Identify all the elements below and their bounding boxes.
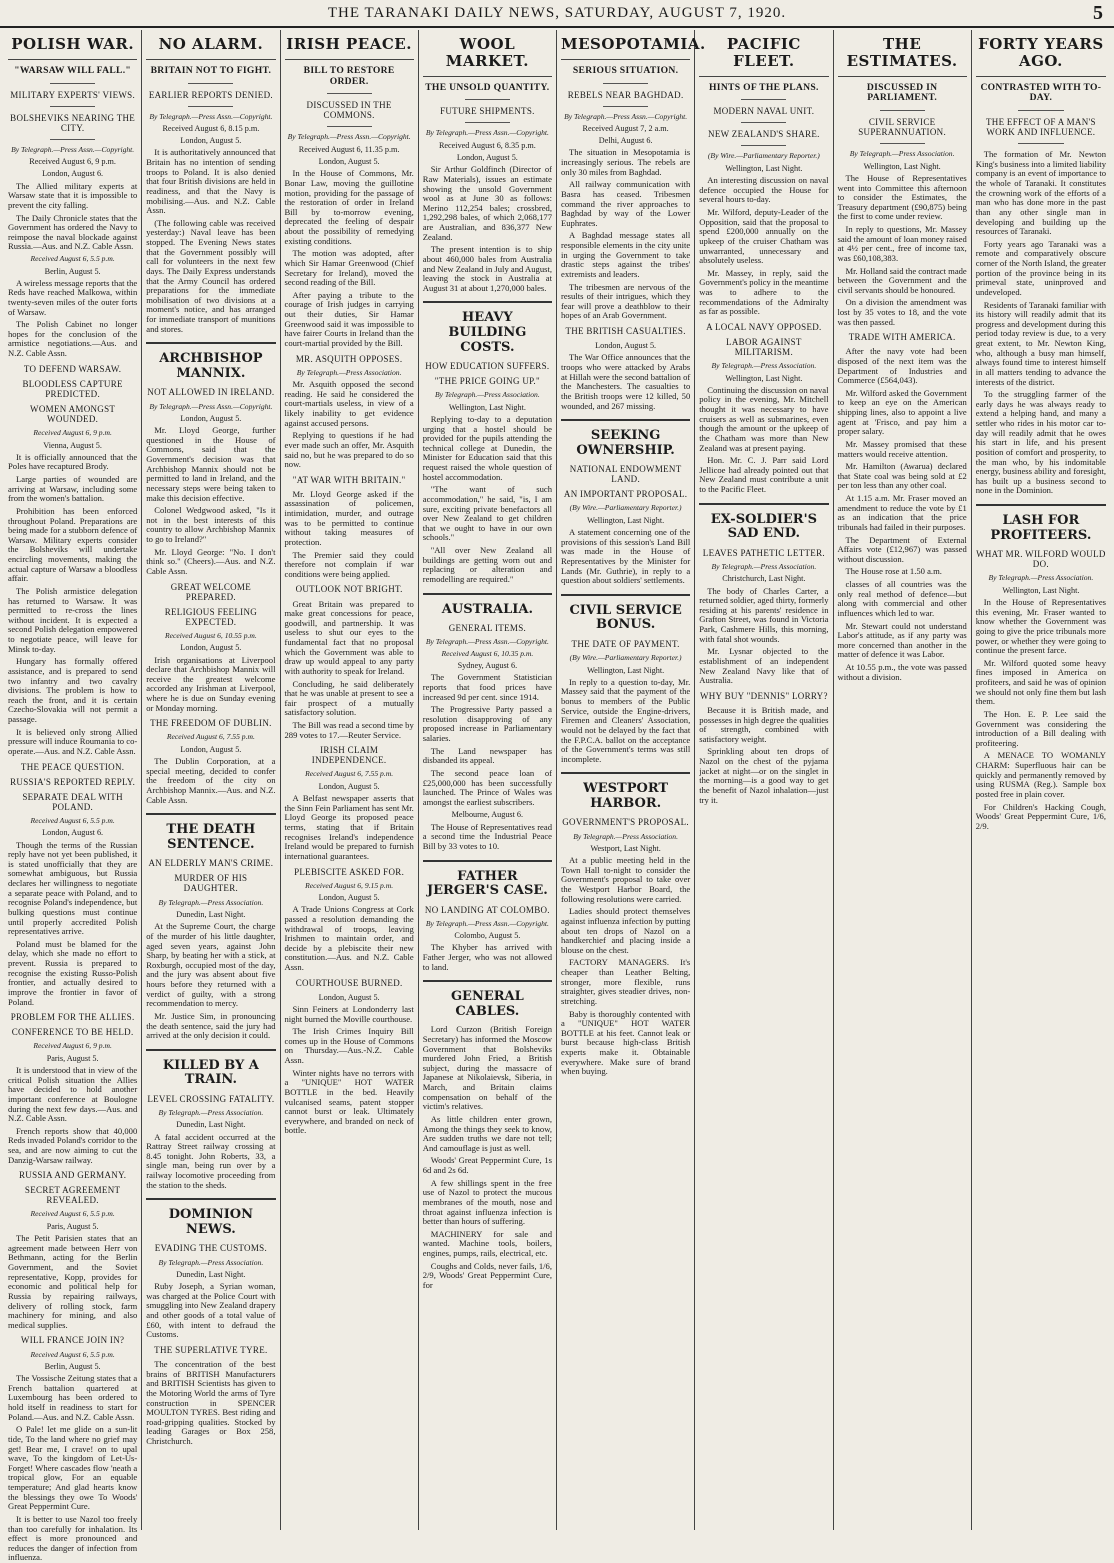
section-subheading: WILL FRANCE JOIN IN? [20, 1335, 125, 1346]
columns-container [4, 30, 1110, 1563]
paragraph: The motion was adopted, after which Sir Hamar Greenwood (Chief Secretary for Ireland), moved the second reading of the Bill. [284, 248, 414, 288]
paragraph: Replying to-day to a deputation urging that a hostel should be provided for the pupils attending the technical college at Dunedin, the Minister for Education said that this request raised the whole question of hostel accommodation. [422, 413, 552, 482]
byline: By Telegraph.—Press Assn.—Copyright. [11, 144, 135, 154]
article-subheading: THE EFFECT OF A MAN'S WORK AND INFLUENCE. [985, 117, 1096, 138]
byline: Received August 6, 7.55 p.m. [305, 769, 394, 779]
section-subheading: RUSSIA'S REPORTED REPLY. [10, 776, 136, 787]
paragraph: The House of Representatives read a second time the Industrial Peace Bill by 33 votes to 10. [422, 821, 552, 851]
section-subheading: CONFERENCE TO BE HELD. [11, 1027, 134, 1038]
dateline: Wellington, Last Night. [587, 665, 665, 675]
divider [188, 106, 233, 107]
paragraph: The Hon. E. P. Lee said the Government was considering the introduction of a Bill dealing with profiteering. [975, 708, 1106, 748]
dateline: Received August 6, 8.35 p.m. [438, 140, 536, 150]
dateline: London, August 5. [180, 643, 242, 653]
byline: By Telegraph.—Press Association. [711, 361, 817, 371]
dateline: Dunedin, Last Night. [176, 1120, 246, 1130]
section-subheading: "THE PRICE GOING UP." [434, 376, 540, 387]
dateline: Sydney, August 6. [457, 661, 518, 671]
byline: Received August 6, 10.55 p.m. [164, 630, 257, 640]
dateline: Received August 7, 2 a.m. [582, 124, 669, 134]
divider [1018, 110, 1064, 111]
paragraph: After the navy vote had been disposed of the next item was the Department of Industries and Commerce (£564,043). [837, 346, 967, 386]
section-subheading: THE SUPERLATIVE TYRE. [154, 1344, 268, 1355]
divider [188, 83, 233, 84]
byline: (By Wire.—Parliamentary Reporter.) [569, 503, 682, 513]
paragraph: Mr. Massey, in reply, said the Government's policy in the meantime was to adhere to the recommendations of the Admiralty as far as possible. [699, 267, 829, 317]
section-subheading: PROBLEM FOR THE ALLIES. [10, 1012, 135, 1023]
section-subheading: AN IMPORTANT PROPOSAL. [563, 489, 688, 500]
paragraph: The Land newspaper has disbanded its appeal. [422, 745, 552, 766]
paragraph: Mr. Lloyd George: "No. I don't think so." (Cheers).—Aus. and N.Z. Cable Assn. [146, 546, 276, 576]
paragraph: At 1.15 a.m. Mr. Fraser moved an amendment to reduce the vote by £1 as an indication that the price tribunals had failed in their purposes. [837, 493, 967, 532]
section-subheading: MR. ASQUITH OPPOSES. [295, 353, 403, 364]
byline: (By Wire.—Parliamentary Reporter.) [569, 653, 682, 663]
dateline: Received August 6, 11.35 p.m. [298, 144, 400, 154]
paragraph: Mr. Asquith opposed the second reading. He said he considered the court-martials useless, in view of a likely inability to get evidence against accused persons. [284, 379, 414, 428]
dateline: Dunedin, Last Night. [176, 1270, 246, 1280]
divider [880, 110, 925, 111]
paragraph: The situation in Mesopotamia is increasingly serious. The rebels are only 30 miles from Baghdad. [561, 147, 691, 177]
byline: By Telegraph.—Press Association. [158, 897, 264, 907]
dateline: Colombo, August 5. [454, 931, 521, 941]
dateline: Wellington, Last Night. [725, 163, 803, 173]
paragraph: Mr. Wilford asked the Government to keep an eye on the American shipping lines, also to appoint a live agent at 'Frisco, and pay him a proper salary. [837, 387, 967, 437]
dateline: Wellington, Last Night. [725, 373, 803, 383]
paragraph: Replying to questions if he had ever made such an offer, Mr. Asquith said no, but he was prepared to do so now. [284, 430, 414, 470]
divider [327, 126, 372, 127]
paragraph: The Polish Cabinet no longer hopes for the conclusion of the armistice negotiations.—Aus. and N.Z. Cable Assn. [8, 319, 138, 359]
dateline: London, August 5. [318, 992, 380, 1002]
dateline: London, August 5. [318, 893, 380, 903]
byline: Received August 6, 9.15 p.m. [305, 880, 394, 890]
section-headline: HEAVY BUILDING COSTS. [423, 301, 552, 355]
byline: By Telegraph.—Press Assn.—Copyright. [425, 918, 549, 928]
dateline: Berlin, August 5. [44, 266, 101, 276]
divider [327, 93, 372, 94]
section-subheading: THE DATE OF PAYMENT. [571, 638, 680, 649]
paragraph: Coughs and Colds, never fails, 1/6, 2/9, Woods' Great Peppermint Cure, for [422, 1260, 552, 1290]
article-headline: FORTY YEARS AGO. [976, 30, 1106, 77]
paragraph: Ladies should protect themselves against influenza infection by putting about ten drops of Nazol on a handkerchief and placing inside a blouse on the chest. [561, 906, 691, 955]
paragraph: The second peace loan of £25,000,000 has been successfully launched. The Prince of Wales was amongst the earliest subscribers. [422, 767, 552, 807]
section-subheading: BLOODLESS CAPTURE PREDICTED. [22, 378, 123, 399]
article-headline: WOOL MARKET. [423, 30, 552, 77]
byline: By Telegraph.—Press Assn.—Copyright. [425, 637, 549, 647]
paragraph: To the struggling farmer of the early days he was always ready to extend a helping hand, and many a settler who rides in his motor car to-day will readily admit that he owes his start in life, and his present position of comfort and prosperity, to the man who, by his indomitable energy, business ability and foresight, has built up a business second to none in the Dominion. [975, 389, 1106, 496]
section-subheading: WOMEN AMONGST WOUNDED. [30, 403, 116, 425]
paragraph: Ruby Joseph, a Syrian woman, was charged at the Police Court with smuggling into New Zealand drapery and other goods of a total value of £60, with intent to defraud the Customs. [146, 1281, 276, 1340]
article-subheading: "WARSAW WILL FALL." [14, 64, 132, 76]
paragraph: Sinn Feiners at Londonderry last night burned the Moville courthouse. [284, 1003, 414, 1024]
dateline: London, August 5. [456, 153, 518, 163]
paragraph: A MENACE TO WOMANLY CHARM: Superfluous hair can be quickly and permanently removed by using RUSMA (Reg.). Sample box posted free in plain cover. [975, 750, 1106, 799]
paragraph: (The following cable was received yesterday:) Naval leave has been stopped. The Evening News states that the Government possibly will call for volunteers in the next few days. The Daily Express understands that the Army Council has ordered preparations for the immediate mobilisation of two divisions at a moment's notice, and has arranged for immediate transport of munitions and stores. [146, 217, 276, 334]
paragraph: The Premier said they could therefore not complain if war conditions were being applied. [284, 549, 414, 579]
article-subheading: SERIOUS SITUATION. [572, 64, 679, 76]
newspaper-title: THE TARANAKI DAILY NEWS, SATURDAY, AUGUST 7, 1920. [327, 4, 787, 21]
dateline: Wellington, Last Night. [587, 515, 665, 525]
column-7 [834, 30, 972, 1530]
paragraph: FACTORY MANAGERS. It's cheaper than Leather Belting, stronger, more flexible, runs straighter, gives steadier drives, non-stretching. [561, 957, 691, 1006]
divider [50, 139, 95, 140]
section-subheading: MURDER OF HIS DAUGHTER. [174, 873, 248, 894]
divider [50, 83, 95, 84]
paragraph: Mr. Lloyd George asked if the assassination of policemen, intimidation, murder, and outrage was to be permitted to continue without taking measures of protection. [284, 488, 414, 547]
section-headline: WESTPORT HARBOR. [561, 772, 690, 811]
paragraph: A Baghdad message states all responsible elements in the city unite in urging the Government to take drastic steps against the tribes' extremists and leaders. [561, 230, 691, 279]
paragraph: The Bill was read a second time by 289 votes to 17.—Reuter Service. [284, 720, 414, 740]
divider [1018, 143, 1064, 144]
article-subheading: CONTRASTED WITH TO-DAY. [980, 81, 1102, 104]
paragraph: The Government Statistician reports that food prices have increased 9d per cent. since 1914. [422, 672, 552, 702]
section-headline: KILLED BY A TRAIN. [146, 1049, 275, 1088]
dateline: Received August 6, 8.15 p.m. [162, 124, 260, 134]
paragraph: The Dublin Corporation, at a special meeting, decided to confer the freedom of the city on Archbishop Mannix.—Aus. and N.Z. Cable Assn. [146, 756, 276, 805]
column-2 [142, 30, 280, 1530]
paragraph: Winter nights have no terrors with a "UNIQUE" HOT WATER BOTTLE in the bed. Heavily vulcanised seams, patent stopper cannot burst or leak. Ultimately everywhere, and branded on neck of bottle. [284, 1067, 414, 1136]
section-subheading: IRISH CLAIM INDEPENDENCE. [311, 745, 387, 766]
paragraph: At 10.55 p.m., the vote was passed without a division. [837, 662, 967, 682]
byline: Received August 6, 9 p.m. [33, 428, 112, 438]
article-subheading: MILITARY EXPERTS' VIEWS. [10, 89, 136, 100]
byline: By Telegraph.—Press Assn.—Copyright. [564, 111, 688, 121]
paragraph: The Petit Parisien states that an agreement made between Herr von Bethmann, acting for the Berlin Government, and the Soviet representative, Kopp, provides for economic and political help for Russia by repairing railways, delivery of rolling stock, farm machinery for mining, and also medical supplies. [8, 1233, 138, 1330]
section-subheading: AN ELDERLY MAN'S CRIME. [148, 858, 274, 869]
section-subheading: RUSSIA AND GERMANY. [18, 1170, 127, 1181]
dateline: London, August 6. [42, 828, 104, 838]
paragraph: Mr. Massey promised that these matters would receive attention. [837, 438, 967, 459]
section-subheading: HOW EDUCATION SUFFERS. [425, 361, 550, 372]
column-5 [557, 30, 706, 1530]
paragraph: The Daily Chronicle states that the Government has ordered the Navy to reimpose the naval blockade against Russia.—Aus. and N.Z. Cable Assn. [8, 212, 138, 252]
paragraph: The Department of External Affairs vote (£12,967) was passed without discussion. [837, 534, 967, 564]
paragraph: In reply to questions, Mr. Massey said the amount of loan money raised at 4½ per cent., free of income tax, was £60,108,383. [837, 224, 967, 263]
section-subheading: TRADE WITH AMERICA. [848, 332, 956, 343]
paragraph: The present intention is to ship about 460,000 bales from Australia and New Zealand in July and August, leaving the stock in Australia at August 31 at about 1,270,000 bales. [422, 244, 552, 293]
paragraph: Sir Arthur Goldfinch (Director of Raw Materials), issues an estimate showing the unsold Government wool as at June 30 as follows: Merino 112,254 bales; crossbred, 1,292,298 bales, of which 2,068,177 are Australian, and 836,377 New Zealand. [422, 164, 552, 242]
divider [50, 106, 95, 107]
byline: By Telegraph.—Press Association. [849, 149, 955, 159]
dateline: Berlin, August 5. [44, 1362, 101, 1371]
paragraph: The House of Representatives went into Committee this afternoon to consider the Estimates, the Treasury department (£90,875) being the first to come under review. [837, 172, 967, 222]
divider [603, 83, 648, 84]
paragraph: Mr. Lloyd George, further questioned in the House of Commons, said that the Government's decision was that Archbishop Mannix should not be permitted to land in Ireland, and the necessary steps were being taken to make this decision effective. [146, 425, 276, 503]
paragraph: The concentration of the best brains of BRITISH Manufacturers and BRITISH Scientists has given to the Motoring World the arms of Tyre construction in SPENCER MOULTON TYRES. Best riding and road-gripping qualities. Stocked by leading Garages or Box 258, Christchurch. [146, 1359, 276, 1447]
byline: Received August 6, 5.5 p.m. [30, 1209, 115, 1219]
paragraph: The Progressive Party passed a resolution disapproving of any proposed increase in Parliamentary salaries. [422, 704, 552, 744]
article-subheading: DISCUSSED IN PARLIAMENT. [866, 81, 938, 104]
paragraph: Sprinkling about ten drops of Nazol on the chest of the pyjama jacket at night—or on the singlet in the morning—is a good way to get the benefit of Nazol inhalation—just try it. [699, 746, 829, 805]
paragraph: The Allied military experts at Warsaw state that it is impossible to prevent the city falling. [8, 180, 138, 210]
paragraph: An interesting discussion on naval defence occupied the House for several hours to-day. [699, 175, 829, 205]
section-subheading: SECRET AGREEMENT REVEALED. [24, 1185, 121, 1206]
article-subheading: FUTURE SHIPMENTS. [440, 106, 535, 117]
section-subheading: GREAT WELCOME PREPARED. [170, 581, 252, 602]
section-subheading: NOT ALLOWED IN IRELAND. [147, 387, 275, 398]
byline: By Telegraph.—Press Association. [434, 390, 540, 400]
section-subheading: NATIONAL ENDOWMENT LAND. [569, 464, 682, 485]
section-subheading: RELIGIOUS FEELING EXPECTED. [164, 606, 258, 627]
paragraph: The Khyber has arrived with Father Jerger, who was not allowed to land. [422, 942, 552, 972]
paragraph: In reply to a question to-day, Mr. Massey said that the payment of the bonus to members of the Public Service, outside the Engine-drivers, Firemen and Cleaners' Association, would not be delayed by the fact that the F.P.C.A. ballot on the acceptance of the Government's terms was still incomplete. [561, 676, 691, 764]
article-subheading: EARLIER REPORTS DENIED. [148, 89, 273, 100]
paragraph: The House rose at 1.50 a.m. [845, 566, 942, 577]
dateline: London, August 5. [180, 744, 242, 754]
section-headline: GENERAL CABLES. [423, 980, 552, 1019]
paragraph: Hon. Mr. C. J. Parr said Lord Jellicoe had already pointed out that New Zealand must contribute a unit to the Pacific Fleet. [699, 455, 829, 495]
dateline: London, August 5. [180, 136, 242, 146]
paragraph: Because it is British made, and possesses in high degree the qualities of strength, combined with satisfactory weight. [699, 704, 829, 744]
paragraph: A fatal accident occurred at the Rattray Street railway crossing at 8.45 tonight. John Roberts, 33, a single man, being run over by a railway locomotive proceeding from the station to the sheds. [146, 1131, 276, 1190]
paragraph: Forty years ago Taranaki was a remote and comparatively obscure corner of the North Island, the greater portion of the province being in its primeval state, uninproved and undeveloped. [975, 238, 1106, 297]
dateline: London, August 5. [595, 341, 657, 351]
paragraph: The formation of Mr. Newton King's business into a limited liability company is an event of importance to the whole of Taranaki. It constitutes the crowning work of the efforts of a man who has done more in the past than any other single man in developing and building up the resources of Taranaki. [975, 149, 1106, 237]
article-subheading: BRITAIN NOT TO FIGHT. [150, 64, 272, 76]
section-subheading: WHAT MR. WILFORD WOULD DO. [976, 549, 1106, 570]
paragraph: Residents of Taranaki familiar with its history will readily admit that its progress and development during this period today review is due, to a very great extent, to Mr. Newton King, who, although a busy man himself, always found time to interest himself in all matters tending to advance the interests of the district. [975, 299, 1106, 387]
dateline: Wellington, Last Night. [448, 402, 526, 412]
section-subheading: THE BRITISH CASUALTIES. [565, 326, 686, 337]
divider [741, 99, 786, 100]
paragraph: "All over New Zealand all buildings are getting worn out and replacing or alteration and remodelling are required." [422, 545, 552, 584]
section-subheading: PLEBISCITE ASKED FOR. [294, 866, 405, 877]
paragraph: It is believed only strong Allied pressure will induce Roumania to co-operate.—Aus. and N.Z. Cable Assn. [8, 726, 138, 756]
paragraph: Mr. Wilford quoted some heavy fines imposed in America on profiteers, and said he was of opinion we should not only fine them but lash them. [975, 657, 1106, 707]
dateline: London, August 5. [318, 781, 380, 791]
paragraph: Baby is thoroughly contented with a "UNIQUE" HOT WATER BOTTLE at his feet. Cannot leak or burst because high-class British experts make it. Obtainable everywhere. Make sure of brand when buying. [561, 1008, 691, 1077]
section-subheading: THE PEACE QUESTION. [20, 761, 125, 772]
paragraph: A Belfast newspaper asserts that the Sinn Fein Parliament has sent Mr. Lloyd George its proposed peace terms, stating that if Britain recognises Ireland's independence Ireland would be prepared to furnish international guarantees. [284, 793, 414, 861]
byline: Received August 6, 5.5 p.m. [30, 1349, 115, 1359]
byline: By Telegraph.—Press Association. [711, 561, 817, 571]
paragraph: As little children enter grown, Among the things they seek to know, Are sudden truths we dare not tell; And camouflage is just as well. [422, 1113, 552, 1153]
section-subheading: LEAVES PATHETIC LETTER. [702, 547, 825, 558]
dateline: Christchurch, Last Night. [722, 574, 806, 584]
dateline: London, August 5. [318, 157, 380, 167]
section-headline: AUSTRALIA. [423, 593, 552, 618]
paragraph: The Vossische Zeitung states that a French battalion quartered at Luxembourg has been ordered to hold itself in readiness to start for Poland.—Aus. and N.Z. Cable Assn. [8, 1373, 138, 1422]
dateline: Melbourne, August 6. [451, 810, 524, 820]
paragraph: The Polish armistice delegation has returned to Warsaw. It was permitted to re-cross the lines without incident. It is expected a second Polish delegation empowered to negotiate peace, will leave for Minsk to-day. [8, 585, 138, 654]
paragraph: Lord Curzon (British Foreign Secretary) has informed the Moscow Government that Bolsheviks murdered John Fried, a British subject, during the massacre of Japanese at Nikolaievsk, Siberia, in March, and Britain claims compensation on behalf of the victim's relatives. [422, 1024, 552, 1112]
article-subheading: THE UNSOLD QUANTITY. [425, 81, 550, 93]
byline: By Telegraph.—Press Assn.—Copyright. [425, 128, 549, 138]
paragraph: The Irish Crimes Inquiry Bill comes up in the House of Commons on Thursday.—Aus.-N.Z. Cable Assn. [284, 1026, 414, 1066]
article-headline: THE ESTIMATES. [838, 30, 967, 77]
article-subheading: NEW ZEALAND'S SHARE. [708, 129, 820, 140]
paragraph: Colonel Wedgwood asked, "Is it not in the best interests of this country to allow Archbishop Mannix to go to Ireland?" [146, 505, 276, 545]
dateline: Received August 6, 9 p.m. [29, 157, 116, 167]
dateline: Westport, Last Night. [590, 844, 661, 854]
paragraph: Woods' Great Peppermint Cure, 1s 6d and 2s 6d. [422, 1155, 552, 1176]
paragraph: Mr. Lysnar objected to the establishment of an independent New Zealand Navy like that of Australia. [699, 646, 829, 686]
paragraph: Irish organisations at Liverpool declare that Archbishop Mannix will receive the greatest welcome accorded any Irishman at Liverpool, where he is due on Sunday evening or Monday morning. [146, 654, 276, 713]
section-subheading: "AT WAR WITH BRITAIN." [292, 474, 406, 485]
column-1 [4, 30, 142, 1563]
paragraph: A few shillings spent in the free use of Nazol to protect the mucous membranes of the mouth, nose and throat against influenza infection is better than hours of suffering. [422, 1177, 552, 1227]
article-subheading: MODERN NAVAL UNIT. [713, 106, 815, 117]
section-subheading: LEVEL CROSSING FATALITY. [147, 1093, 275, 1104]
paragraph: It is officially announced that the Poles have recaptured Brody. [8, 451, 138, 472]
paragraph: Mr. Justice Sim, in pronouncing the death sentence, said the jury had arrived at the only decision it could. [146, 1010, 276, 1041]
article-subheading: BILL TO RESTORE ORDER. [303, 64, 395, 87]
paragraph: It is better to use Nazol too freely than too carefully for inhalation. Its effect is more pronounced and reduces the danger of infection from influenza. [8, 1513, 138, 1563]
column-4 [419, 30, 557, 1530]
section-headline: THE DEATH SENTENCE. [146, 813, 275, 852]
paragraph: Mr. Stewart could not understand Labor's attitude, as if any party was more concerned than another in the matter of defence it was Labor. [837, 620, 967, 660]
dateline: Dunedin, Last Night. [176, 910, 246, 920]
section-subheading: LABOR AGAINST MILITARISM. [726, 337, 802, 358]
paragraph: "The want of such accommodation," he said, "is, I am sure, exciting private benefactors all over New Zealand to get children that we ought to have in our own schools." [422, 484, 552, 543]
paragraph: Poland must be blamed for the delay, which she made no effort to prevent. Russia is prepared to recognise the existing Russo-Polish frontier, and actually desired to improve the frontier in favor of Poland. [8, 938, 138, 1007]
paragraph: The War Office announces that the troops who were attacked by Arabs at Hillah were the second battalion of the Manchesters. The casualties to the British troops were 12 killed, 50 wounded, and 267 missing. [561, 352, 691, 411]
byline: Received August 6, 10.35 p.m. [441, 648, 534, 658]
section-subheading: TO DEFEND WARSAW. [23, 363, 122, 374]
divider [741, 122, 786, 123]
paragraph: It is understood that in view of the critical Polish situation the Allies have decided to hold another important conference at Boulogne during the next few days.—Aus. and N.Z. Cable Assn. [8, 1065, 138, 1124]
section-headline: DOMINION NEWS. [146, 1198, 275, 1237]
section-headline: CIVIL SERVICE BONUS. [561, 594, 690, 633]
byline: (By Wire.—Parliamentary Reporter.) [707, 151, 820, 161]
byline: By Telegraph.—Press Assn.—Copyright. [149, 401, 273, 411]
paragraph: At a public meeting held in the Town Hall to-night to consider the Government's proposal to take over the Westport Harbor Board, the following resolutions were carried. [561, 855, 691, 904]
dateline: London, August 6. [42, 169, 104, 179]
section-subheading: A LOCAL NAVY OPPOSED. [706, 321, 822, 332]
article-subheading: REBELS NEAR BAGHDAD. [567, 89, 684, 100]
paragraph: Great Britain was prepared to make great concessions for peace, goodwill, and partnership. It was useless to shut our eyes to the fundamental fact that no proposal which the Government was able to draw up would appeal to any party with authority to speak for Ireland. [284, 598, 414, 676]
paragraph: Concluding, he said deliberately that he was unable at present to see a fair prospect of a mutually satisfactory solution. [284, 678, 414, 718]
paragraph: O Pale! let me glide on a sun-lit tide, To the land where no grief may get! Bear me, I crave! on to upal wave, To the kingdom of Let-Us-Forget! Where cascades flow 'neath a tropical glow, For an equable temperature; And glad hearts know the blessings they owe To Woods' Great Peppermint Cure. [8, 1424, 138, 1512]
section-headline: ARCHBISHOP MANNIX. [146, 342, 275, 381]
section-headline: SEEKING OWNERSHIP. [561, 419, 690, 458]
paragraph: All railway communication with Basra has ceased. Tribesmen command the river approaches to Baghdad by way of the Lower Euphrates. [561, 179, 691, 228]
byline: By Telegraph.—Press Association. [573, 831, 678, 841]
byline: By Telegraph.—Press Association. [988, 573, 1094, 583]
paragraph: For Children's Hacking Cough, Woods' Great Peppermint Cure, 1/6, 2/9. [975, 801, 1106, 831]
section-subheading: EVADING THE CUSTOMS. [154, 1243, 267, 1254]
page-number: 5 [1093, 2, 1104, 24]
section-headline: LASH FOR PROFITEERS. [976, 504, 1106, 543]
paragraph: It is authoritatively announced that Britain has no intention of sending troops to Poland. It is also denied that four British divisions are held in readiness, and that the Navy is mobilising.—Aus. and N.Z. Cable Assn. [146, 147, 276, 216]
section-subheading: COURTHOUSE BURNED. [295, 977, 403, 988]
divider [880, 143, 925, 144]
article-subheading: HINTS OF THE PLANS. [709, 81, 819, 93]
masthead [0, 0, 1114, 28]
byline: By Telegraph.—Press Assn.—Copyright. [287, 132, 411, 142]
dateline: Paris, August 5. [46, 1053, 99, 1063]
paragraph: Mr. Holland said the contract made between the Government and the civil servants should be honoured. [837, 265, 967, 295]
paragraph: On a division the amendment was lost by 35 votes to 18, and the vote was then passed. [837, 297, 967, 327]
paragraph: A statement concerning one of the provisions of this session's Land Bill was made in the House of Representatives by the Minister for Lands (Mr. Guthrie), in reply to a question about soldiers' settlements. [561, 527, 691, 586]
byline: By Telegraph.—Press Association. [296, 367, 402, 377]
divider [603, 106, 648, 107]
byline: Received August 6, 5.5 p.m. [30, 254, 115, 264]
article-headline: POLISH WAR. [8, 30, 137, 60]
section-subheading: THE FREEDOM OF DUBLIN. [150, 718, 272, 729]
article-subheading: DISCUSSED IN THE COMMONS. [306, 100, 392, 121]
byline: By Telegraph.—Press Association. [158, 1257, 264, 1267]
column-8 [972, 30, 1110, 1530]
section-subheading: GOVERNMENT'S PROPOSAL. [562, 817, 689, 828]
dateline: Paris, August 5. [46, 1221, 99, 1231]
column-6 [695, 30, 833, 1530]
paragraph: Though the terms of the Russian reply have not yet been published, it is stated unofficially that they are somewhat ambiguous, but Russia declares her willingness to negotiate a separate peace with Poland, and to recognise Poland's independence, but bulking questions must continue until properly accredited Polish representatives arrive. [8, 839, 138, 937]
article-headline: NO ALARM. [146, 30, 275, 60]
divider [741, 145, 786, 146]
paragraph: MACHINERY for sale and wanted. Machine tools, boilers, engines, pumps, rails, electrical, etc. [422, 1228, 552, 1259]
column-3 [281, 30, 419, 1530]
paragraph: A Trade Unions Congress at Cork passed a resolution demanding the withdrawal of troops, leaving Irishmen to maintain order, and decide by a plebiscite their new constitution.—Aus. and N.Z. Cable Assn. [284, 904, 414, 973]
paragraph: A wireless message reports that the Reds have reached Malkowa, within twenty-seven miles of the outer forts of Warsaw. [8, 277, 138, 317]
byline: By Telegraph.—Press Assn.—Copyright. [149, 111, 273, 121]
paragraph: French reports show that 40,000 Reds invaded Poland's corridor to the sea, and are now aiming to cut the Danzig-Warsaw railway. [8, 1125, 138, 1165]
article-headline: IRISH PEACE. [285, 30, 414, 60]
article-subheading: BOLSHEVIKS NEARING THE CITY. [10, 112, 136, 133]
dateline: Delhi, August 6. [598, 136, 653, 146]
paragraph: Mr. Hamilton (Awarua) declared that State coal was being sold at £2 per ton less than any other coal. [837, 461, 967, 491]
byline: By Telegraph.—Press Association. [158, 1107, 264, 1117]
paragraph: The tribesmen are nervous of the results of their intrigues, which they fear will prove a deathblow to their hopes of an Arab Government. [561, 281, 691, 321]
divider [465, 99, 510, 100]
section-subheading: SEPARATE DEAL WITH POLAND. [22, 791, 123, 812]
paragraph: In the House of Representatives this evening, Mr. Fraser wanted to know whether the Government was going to give the price tribunals more power, or whether they were going to continue the present farce. [975, 597, 1106, 656]
paragraph: Large parties of wounded are arriving at Warsaw, including some from the women's battalion. [8, 474, 138, 504]
article-headline: MESOPOTAMIA. [561, 30, 690, 60]
paragraph: At the Supreme Court, the charge of the murder of his little daughter, aged seven years, against John Sharp, by beating her with a stick, at Roxburgh, occupied most of the day, and the jury was absent about five hours before they returned with a verdict of guilty, with a strong recommendation to mercy. [146, 921, 276, 1009]
dateline: Vienna, August 5. [43, 440, 102, 450]
article-subheading: CIVIL SERVICE SUPERANNUATION. [858, 117, 946, 138]
section-subheading: WHY BUY "DENNIS" LORRY? [699, 690, 828, 701]
byline: Received August 6, 7.55 p.m. [166, 732, 255, 742]
dateline: Wellington, Last Night. [1002, 585, 1080, 595]
divider [465, 122, 510, 123]
section-subheading: GENERAL ITEMS. [448, 623, 527, 634]
paragraph: Continuing the discussion on naval policy in the evening, Mr. Mitchell thought it was necessary to have cruisers as well as submarines, even though the amount or the upkeep of the Chatham was more than New Zealand was at present paying. [699, 384, 829, 453]
paragraph: Hungary has formally offered assistance, and is prepared to send two infantry and two cavalry divisions. The problem is how to reach the front, and it is certain Czecho-Slovakia will not permit a passage. [8, 656, 138, 725]
byline: Received August 6, 9 p.m. [33, 1041, 112, 1051]
paragraph: After paying a tribute to the courage of Irish judges in carrying out their duties, Sir Hamar Greenwood said it was impossible to have fairer Courts in Ireland than the court-martial provided by the Bill. [284, 289, 414, 348]
section-headline: FATHER JERGER'S CASE. [423, 860, 552, 899]
paragraph: The body of Charles Carter, a returned soldier, aged thirty, formerly residing at his parents' residence in Grafton Street, was found in Victoria Park, Cashmere Hills, this morning, with fatal shot wounds. [699, 585, 829, 644]
dateline: Wellington, Last Night. [863, 161, 941, 171]
paragraph: Prohibition has been enforced throughout Poland. Preparations are being made for a stubborn defence of Warsaw. Military experts consider the Bolsheviks will undertake encircling movements, making the actual capture of Warsaw a bloodless affair. [8, 505, 138, 584]
section-subheading: OUTLOOK NOT BRIGHT. [295, 584, 403, 595]
article-headline: PACIFIC FLEET. [699, 30, 828, 77]
section-headline: EX-SOLDIER'S SAD END. [699, 503, 828, 542]
dateline: London, August 5. [180, 414, 242, 424]
byline: Received August 6, 5.5 p.m. [30, 815, 115, 825]
paragraph: Mr. Wilford, deputy-Leader of the Opposition, said that the proposal to spend £200,000 annually on the upkeep of the cruiser Chatham was unwarranted, unnecessary and absolutely useless. [699, 207, 829, 266]
paragraph: In the House of Commons, Mr. Bonar Law, moving the guillotine motion, providing for the passage of the restoration of order in Ireland Bill by to-morrow evening, deprecated the feeling of despair about the possibility of remedying existing conditions. [284, 168, 414, 246]
section-subheading: NO LANDING AT COLOMBO. [424, 904, 550, 915]
paragraph: classes of all countries was the only real method of defence—but along with commercial and other influences which led to war. [837, 579, 967, 618]
